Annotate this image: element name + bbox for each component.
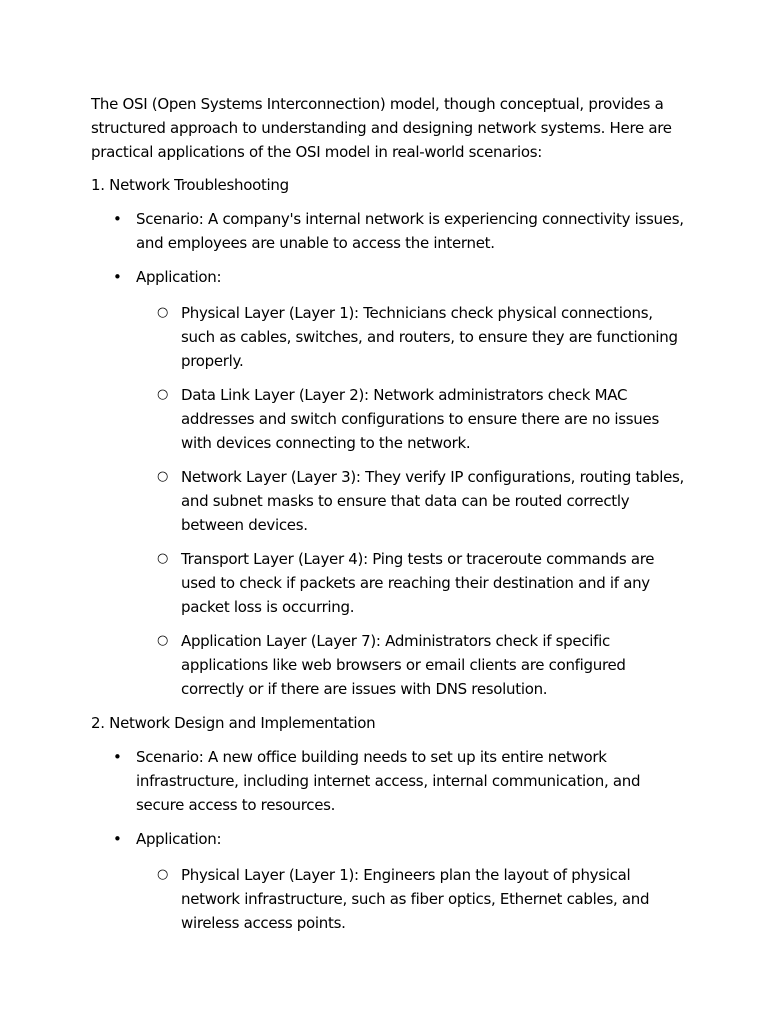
- list-item-application: [91, 265, 691, 701]
- intro-paragraph: The OSI (Open Systems Interconnection) model, though conceptual, provides a structured approach to understanding and designing network systems. Here are practical applications of the OSI model in real-world scenarios:: [91, 95, 672, 161]
- list-item-application: [91, 827, 691, 935]
- layer-text: Physical Layer (Layer 1): Technicians check physical connections, such as cables, switches, and routers, to ensure they are functioning properly.: [181, 304, 678, 370]
- section-heading: 2. Network Design and Implementation: [91, 714, 376, 732]
- layer-item: [136, 629, 691, 701]
- document-body: [91, 92, 691, 945]
- layer-list: [136, 301, 691, 701]
- application-label: Application:: [136, 268, 222, 286]
- scenario-text: Scenario: A company's internal network is experiencing connectivity issues, and employees are unable to access the internet.: [136, 210, 684, 252]
- layer-text: Transport Layer (Layer 4): Ping tests or traceroute commands are used to check if packets are reaching their destination and if any packet loss is occurring.: [181, 550, 655, 616]
- layer-item: [136, 547, 691, 619]
- bullet-icon: •: [113, 268, 122, 286]
- list-item-scenario: [91, 745, 691, 817]
- layer-item: [136, 383, 691, 455]
- layer-text: Physical Layer (Layer 1): Engineers plan the layout of physical network infrastructure, such as fiber optics, Ethernet cables, and wireless access points.: [181, 866, 650, 932]
- scenario-text: Scenario: A new office building needs to set up its entire network infrastructure, including internet access, internal communication, and secure access to resources.: [136, 748, 641, 814]
- section-network-troubleshooting: [91, 173, 691, 701]
- hollow-bullet-icon: ○: [157, 867, 169, 882]
- hollow-bullet-icon: ○: [157, 469, 169, 484]
- bullet-list: [91, 207, 691, 701]
- application-label: Application:: [136, 830, 222, 848]
- layer-item: [136, 465, 691, 537]
- bullet-list: [91, 745, 691, 935]
- hollow-bullet-icon: ○: [157, 633, 169, 648]
- hollow-bullet-icon: ○: [157, 387, 169, 402]
- hollow-bullet-icon: ○: [157, 551, 169, 566]
- layer-text: Network Layer (Layer 3): They verify IP configurations, routing tables, and subnet masks to ensure that data can be routed correctly between devices.: [181, 468, 685, 534]
- layer-item: [136, 863, 691, 935]
- layer-text: Data Link Layer (Layer 2): Network administrators check MAC addresses and switch configurations to ensure there are no issues with devices connecting to the network.: [181, 386, 659, 452]
- bullet-icon: •: [113, 748, 122, 766]
- section-heading: 1. Network Troubleshooting: [91, 176, 289, 194]
- section-network-design: [91, 711, 691, 935]
- layer-item: [136, 301, 691, 373]
- layer-text: Application Layer (Layer 7): Administrators check if specific applications like web browsers or email clients are configured correctly or if there are issues with DNS resolution.: [181, 632, 626, 698]
- bullet-icon: •: [113, 210, 122, 228]
- list-item-scenario: [91, 207, 691, 255]
- hollow-bullet-icon: ○: [157, 305, 169, 320]
- layer-list: [136, 863, 691, 935]
- bullet-icon: •: [113, 830, 122, 848]
